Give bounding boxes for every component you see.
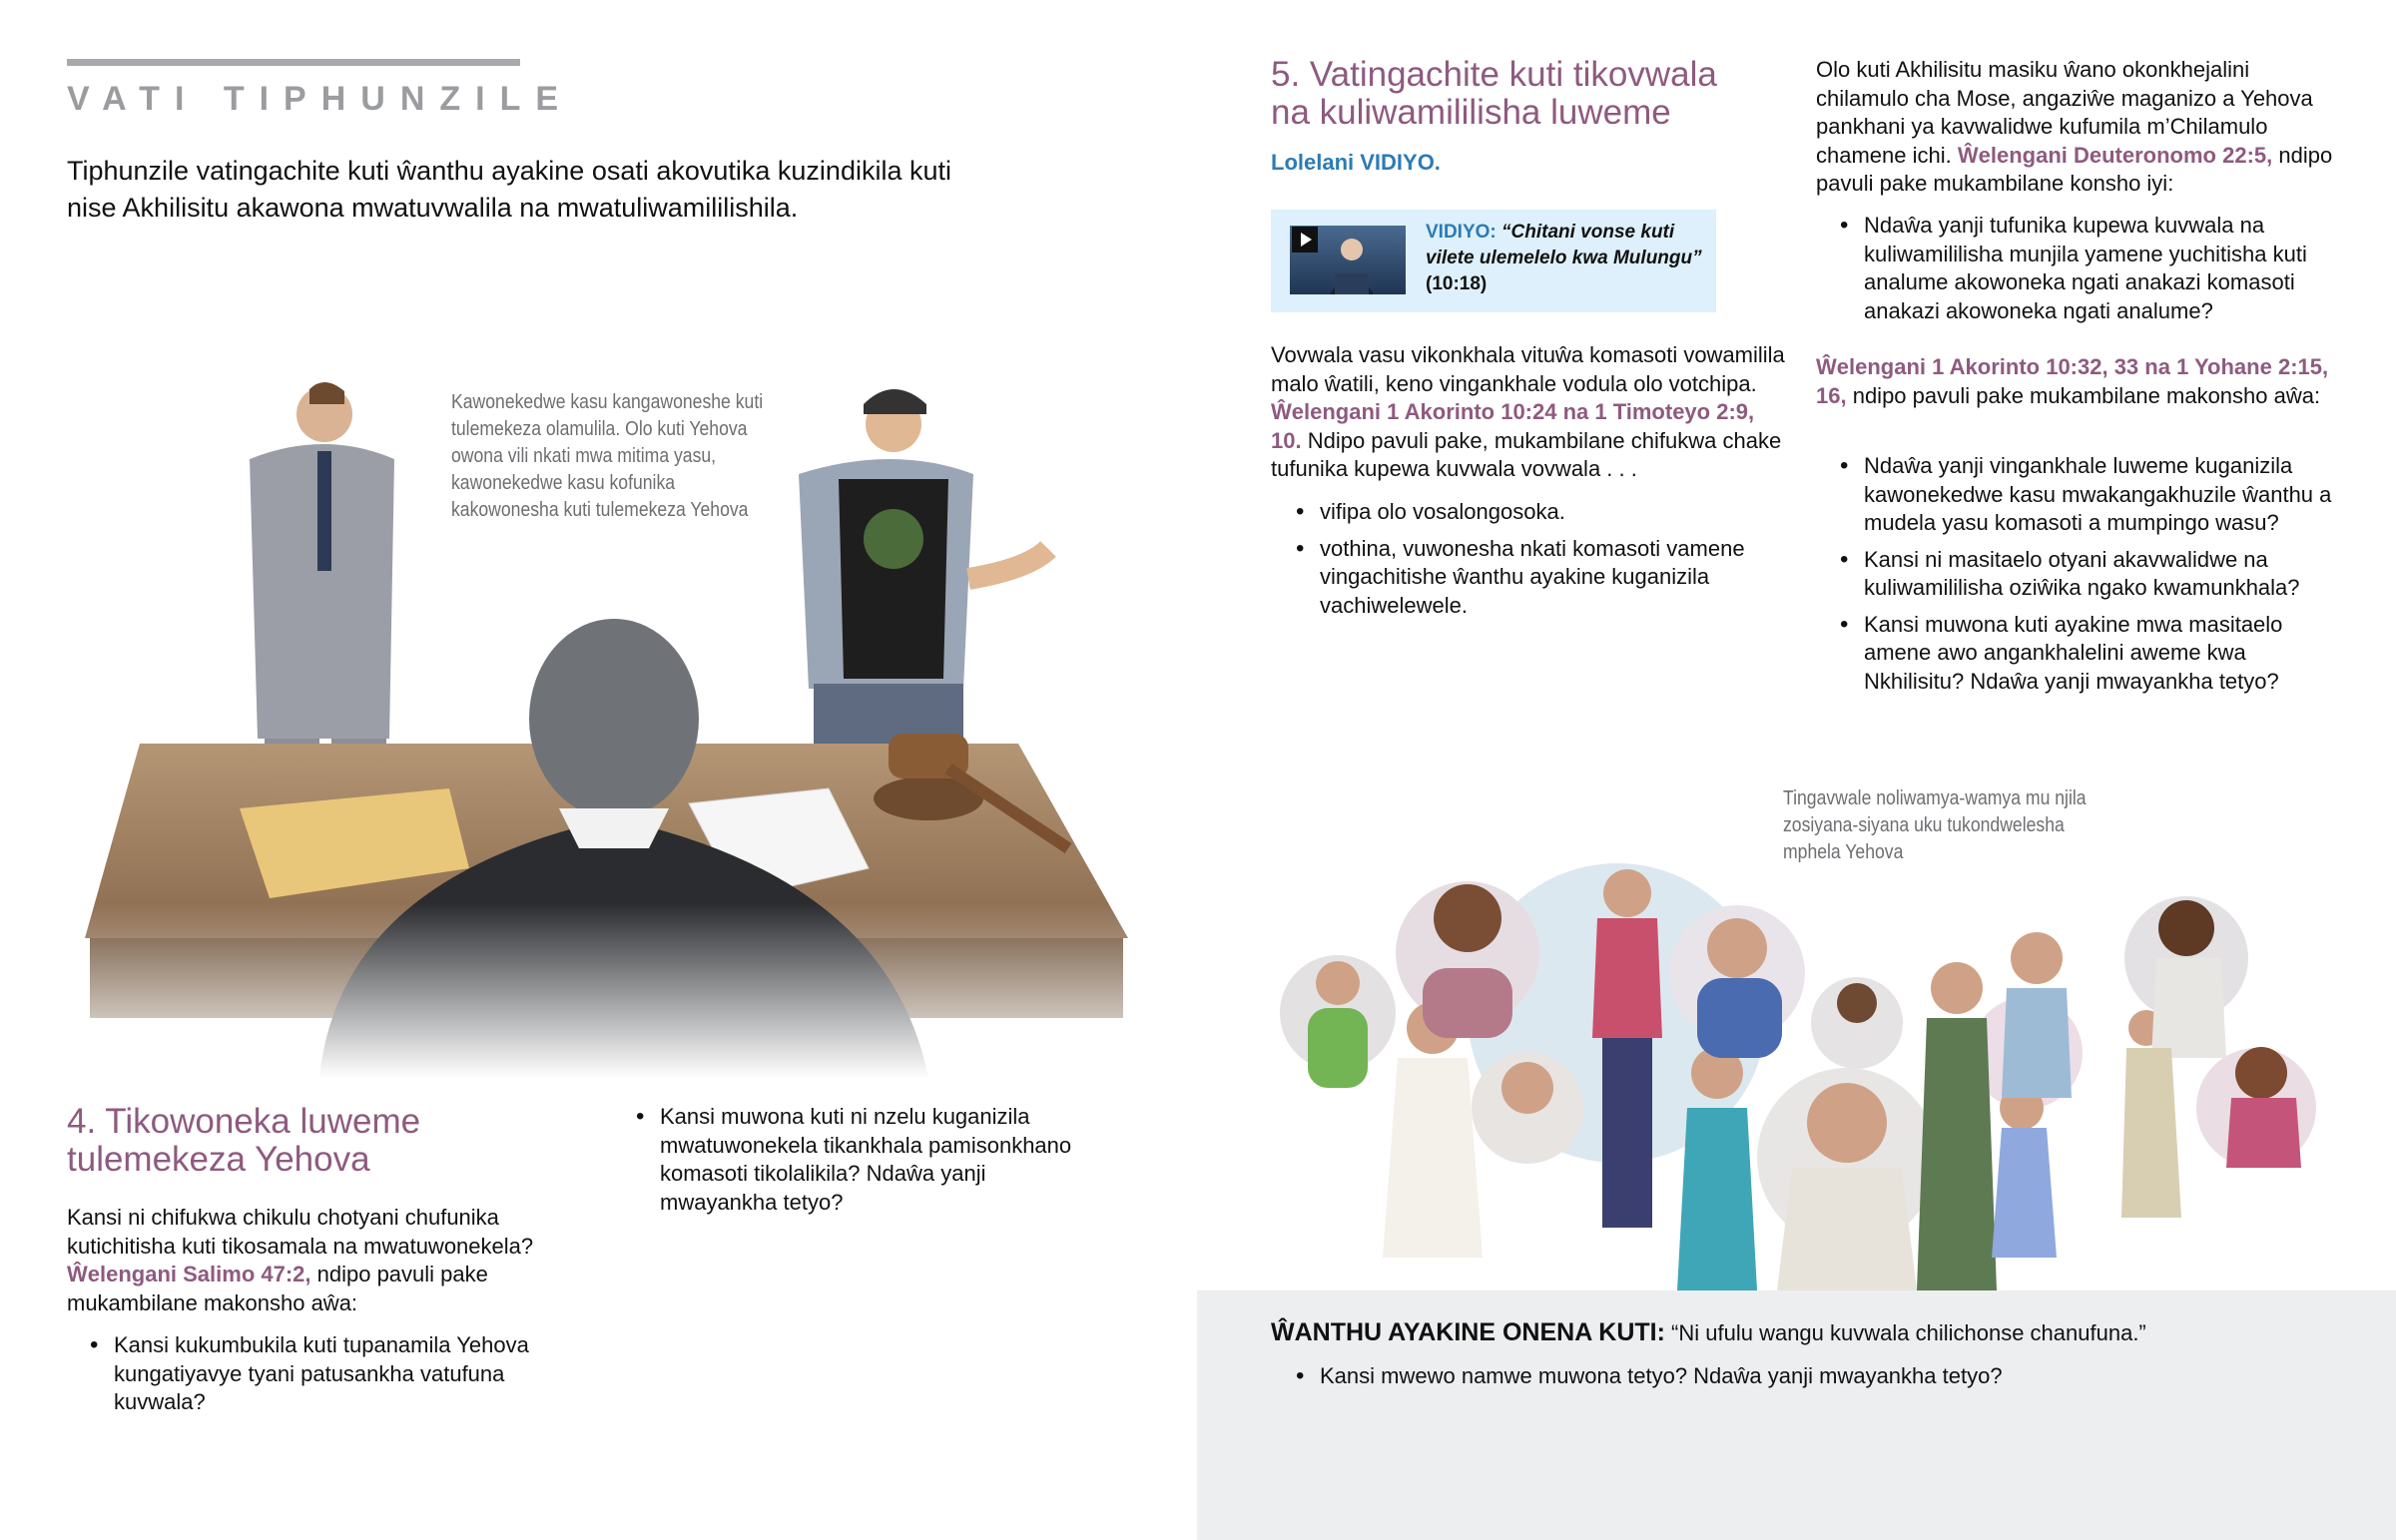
- video-title: “Chitani vonse kuti vilete ulemelelo kwa Mulungu”: [1426, 222, 1702, 268]
- others-say-bullets: [1296, 1362, 2344, 1399]
- section5-col2-paragraph: [1816, 56, 2340, 199]
- law-paragraph: Olo kuti Akhilisitu masiku ŵano okonkhejalini chilamulo cha Mose, angaziŵe maganizo a Yehova pankhani ya kavwalidwe kufumila m’Chilamulo chamene ichi.: [1816, 57, 2313, 168]
- scripture-link-corinthians-john[interactable]: Ŵelengani 1 Akorinto 10:32, 33 na 1 Yohane 2:15, 16,: [1816, 354, 2329, 408]
- section5-col2-bullets: [1840, 452, 2344, 704]
- list-item: • Kansi mwewo namwe muwona tetyo? Ndaŵa yanji mwayankha tetyo?: [1296, 1362, 2344, 1391]
- others-say-label: ŴANTHU AYAKINE ONENA KUTI:: [1271, 1318, 1665, 1346]
- header-rule: [67, 59, 520, 66]
- video-duration: (10:18): [1426, 273, 1488, 294]
- intro-paragraph: Tiphunzile vatingachite kuti ŵanthu ayakine osati akovutika kuzindikila kuti nise Akhilisitu akawona mwatuvwalila na mwatuliwamililishila.: [67, 156, 951, 223]
- list-item: • Kansi kukumbukila kuti tupanamila Yehova kungatiyavye tyani patusankha vatufuna kuvwala?: [90, 1331, 579, 1417]
- section5-heading-line1: 5. Vatingachite kuti tikovwala: [1271, 55, 1717, 94]
- section4-heading-line2: tulemekeza Yehova: [67, 1140, 370, 1179]
- section4-heading-line1: 4. Tikowoneka luweme: [67, 1102, 421, 1141]
- section4-heading: [67, 1103, 420, 1179]
- discussion-instruction: ndipo pavuli pake mukambilane makonsho aŵa:: [1846, 382, 2321, 408]
- scripture-link-corinthians-timothy[interactable]: Ŵelengani 1 Akorinto 10:24 na 1 Timoteyo 2:9, 10.: [1271, 399, 1755, 453]
- scripture-link-psalm[interactable]: Ŵelengani Salimo 47:2,: [67, 1262, 311, 1286]
- list-item: • Ndaŵa yanji tufunika kupewa kuvwala na kuliwamililisha munjila yamene yuchitisha kuti analume akowoneka ngati anakazi komasoti anakazi akowoneka ngati analume?: [1840, 212, 2344, 325]
- section5-instruction: Ndipo pavuli pake, mukambilane chifukwa chake tufunika kupewa kuvwala vovwala . . .: [1271, 427, 1782, 481]
- law-instruction: ndipo pavuli pake mukambilane konsho iyi:: [1816, 142, 2333, 196]
- section4-bullets-col2: [636, 1103, 1105, 1225]
- video-label: VIDIYO:: [1426, 222, 1497, 243]
- section4-question: Kansi ni chifukwa chikulu chotyani chufunika kutichitisha kuti tikosamala na mwatuwonekela?: [67, 1205, 534, 1259]
- play-icon[interactable]: [1292, 227, 1318, 253]
- others-say-statement: [1271, 1317, 2369, 1348]
- list-item: • Ndaŵa yanji vingankhale luweme kuganizila kawonekedwe kasu mwakangakhuzile ŵanthu a mudela yasu komasoti a mumpingo wasu?: [1840, 452, 2344, 538]
- section-kicker: VATI TIPHUNZILE: [67, 80, 574, 118]
- list-item: • vifipa olo vosalongosoka.: [1296, 498, 1780, 527]
- people-caption: Tingavwale noliwamya-wamya mu njila zosiyana-siyana uku tukondwelesha mphela Yehova: [1783, 787, 2087, 863]
- section5-heading: [1271, 56, 1717, 132]
- courtroom-caption: Kawonekedwe kasu kangawoneshe kuti tulemekeza olamulila. Olo kuti Yehova owona vili nkati mwa mitima yasu, kawonekedwe kasu kofunika kakowonesha kuti tulemekeza Yehova: [451, 391, 764, 521]
- list-item: • Kansi ni masitaelo otyani akavwalidwe na kuliwamililisha oziŵika ngako kwamunkhala?: [1840, 546, 2344, 603]
- section4-instruction: ndipo pavuli pake mukambilane makonsho aŵa:: [67, 1262, 488, 1315]
- section5-bullets: [1296, 498, 1780, 628]
- section4-paragraph: [67, 1204, 576, 1317]
- list-item: • Kansi muwona kuti ayakine mwa masitaelo amene awo angankhalelini aweme kwa Nkhilisitu? Ndaŵa yanji mwayankha tetyo?: [1840, 611, 2344, 697]
- section5-col2-paragraph2: [1816, 353, 2340, 410]
- section5-intro: Vovwala vasu vikonkhala vituŵa komasoti vowamilila malo ŵatili, keno vingankhale vodula olo votchipa.: [1271, 342, 1785, 396]
- watch-video-link[interactable]: Lolelani VIDIYO.: [1271, 150, 1441, 175]
- list-item: • vothina, vuwonesha nkati komasoti vamene vingachitishe ŵanthu ayakine kuganizila vachiwelewele.: [1296, 535, 1780, 621]
- list-item: • Kansi muwona kuti ni nzelu kuganizila mwatuwonekela tikankhala pamisonkhano komasoti tikolalikila? Ndaŵa yanji mwayankha tetyo?: [636, 1103, 1105, 1217]
- others-say-quote: “Ni ufulu wangu kuvwala chilichonse chanufuna.”: [1664, 1320, 2146, 1345]
- section4-bullets-col1: [90, 1331, 579, 1425]
- scripture-link-deuteronomy[interactable]: Ŵelengani Deuteronomo 22:5,: [1957, 142, 2273, 168]
- section5-heading-line2: na kuliwamililisha luweme: [1271, 93, 1671, 132]
- section5-paragraph: [1271, 341, 1785, 484]
- section5-col2-bullet: [1840, 212, 2344, 333]
- people-collage-illustration: [1278, 858, 2316, 1290]
- video-info[interactable]: [1426, 220, 1710, 297]
